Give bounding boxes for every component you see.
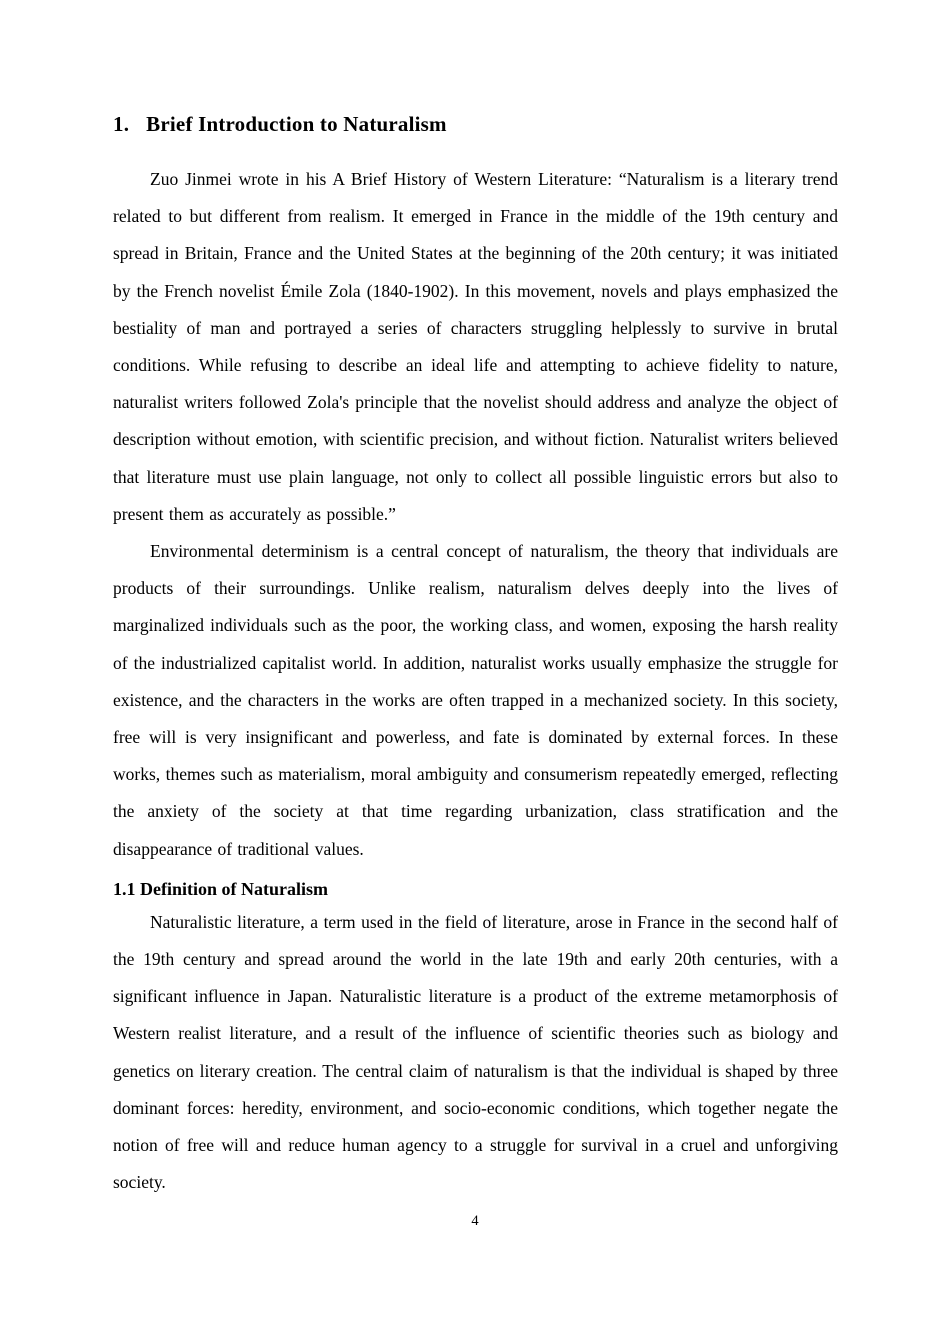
section-heading — [113, 110, 838, 138]
paragraph-naturalism-intro: Zuo Jinmei wrote in his A Brief History of Western Literature: “Naturalism is a literary trend related to but different from realism. It emerged in France in the middle of the 19th century and spread in Britain, France and the United States at the beginning of the 20th century; it was initiated by the French novelist Émile Zola (1840-1902). In this movement, novels and plays emphasized the bestiality of man and portrayed a series of characters struggling helplessly to survive in brutal conditions. While refusing to describe an ideal life and attempting to achieve fidelity to nature, naturalist writers followed Zola's principle that the novelist should address and analyze the object of description without emotion, with scientific precision, and without fiction. Naturalist writers believed that literature must use plain language, not only to collect all possible linguistic errors but also to present them as accurately as possible.” — [113, 169, 838, 524]
document-body — [113, 110, 838, 1201]
section-number: 1. — [113, 112, 130, 136]
page-number: 4 — [471, 1213, 479, 1229]
subsection-heading: 1.1 Definition of Naturalism — [113, 878, 328, 899]
paragraph-definition: Naturalistic literature, a term used in the field of literature, arose in France in the second half of the 19th century and spread around the world in the late 19th and early 20th centuries, with a significant influence in Japan. Naturalistic literature is a product of the extreme metamorphosis of Western realist literature, and a result of the influence of scientific theories such as biology and genetics on literary creation. The central claim of naturalism is that the individual is shaped by three dominant forces: heredity, environment, and socio-economic conditions, which together negate the notion of free will and reduce human agency to a struggle for survival in a cruel and unforgiving society. — [113, 911, 838, 1193]
section-title: Brief Introduction to Naturalism — [146, 112, 447, 136]
paragraph-environmental-determinism: Environmental determinism is a central concept of naturalism, the theory that individuals are products of their surroundings. Unlike realism, naturalism delves deeply into the lives of marginalized individuals such as the poor, the working class, and women, exposing the harsh reality of the industrialized capitalist world. In addition, naturalist works usually emphasize the struggle for existence, and the characters in the works are often trapped in a mechanized society. In this society, free will is very insignificant and powerless, and fate is dominated by external forces. In these works, themes such as materialism, moral ambiguity and consumerism repeatedly emerged, reflecting the anxiety of the society at that time regarding urbanization, class stratification and the disappearance of traditional values. — [113, 541, 838, 859]
